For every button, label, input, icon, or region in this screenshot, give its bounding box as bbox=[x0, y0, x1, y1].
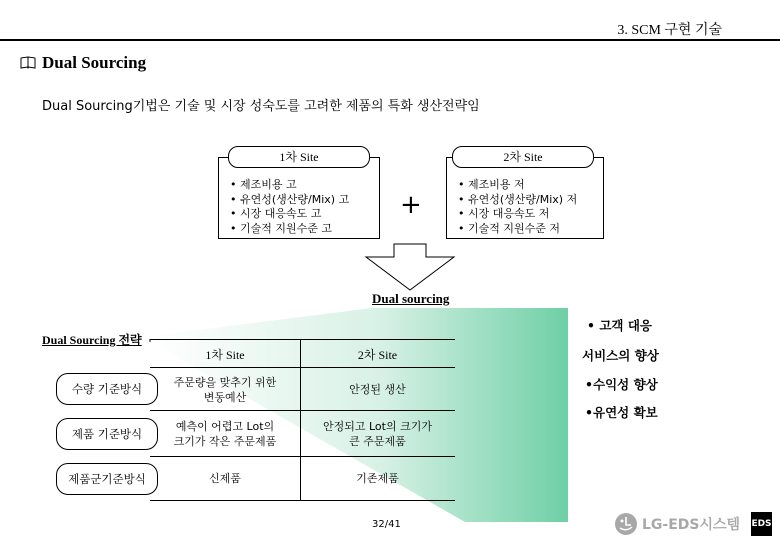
effect-item: 서비스의 향상 bbox=[582, 348, 659, 363]
section-header: 3. SCM 구현 기술 bbox=[617, 23, 722, 38]
effect-item: •유연성 확보 bbox=[585, 405, 658, 420]
cell-line: 안정된 생산 bbox=[349, 383, 406, 396]
effect-item: • 고객 대응 bbox=[587, 318, 652, 333]
table-row-border bbox=[150, 410, 455, 411]
cell-line: 안정되고 Lot의 크기가 bbox=[323, 420, 432, 433]
cell-line: 큰 주문제품 bbox=[349, 435, 406, 448]
cell-line: 예측이 어렵고 Lot의 bbox=[175, 420, 275, 433]
cell-line: 신제품 bbox=[209, 472, 241, 485]
row-label-product-family: 제품군기준방식 bbox=[56, 463, 158, 495]
plus-sign: + bbox=[400, 190, 422, 220]
brand-text: LG-EDS시스템 bbox=[642, 517, 741, 533]
site1-bullet: • 시장 대응속도 고 bbox=[230, 207, 322, 220]
cell-line: 주문량을 맞추기 위한 bbox=[173, 376, 277, 389]
table-cell bbox=[150, 375, 300, 405]
site2-bullet: • 유연성(생산량/Mix) 저 bbox=[458, 192, 578, 206]
site2-bullet: • 시장 대응속도 저 bbox=[458, 207, 550, 220]
title-text: Dual Sourcing bbox=[42, 53, 147, 72]
table-row-border bbox=[150, 456, 455, 457]
cell-line: 변동예산 bbox=[203, 391, 247, 404]
site2-bullet: • 제조비용 저 bbox=[458, 178, 525, 191]
strategy-label: Dual Sourcing 전략 bbox=[42, 333, 142, 347]
site2-bullet: • 기술적 지원수준 저 bbox=[458, 221, 560, 235]
cell-line: 크기가 작은 주문제품 bbox=[173, 435, 277, 448]
table-cell bbox=[150, 471, 300, 486]
eds-badge: EDS bbox=[751, 512, 772, 536]
table-header-border bbox=[150, 367, 455, 368]
table-bottom-border bbox=[150, 500, 455, 501]
row-label-product: 제품 기준방식 bbox=[56, 418, 158, 450]
brand-logo bbox=[614, 511, 774, 537]
cell-line: 기존제품 bbox=[356, 472, 399, 485]
green-fan bbox=[150, 308, 568, 522]
site1-bullet: • 제조비용 고 bbox=[230, 178, 297, 191]
table-header-site1: 1차 Site bbox=[205, 348, 245, 362]
page-number: 32/41 bbox=[372, 519, 401, 530]
site1-bullet: • 기술적 지원수준 고 bbox=[230, 221, 332, 235]
table-cell bbox=[300, 382, 455, 397]
row-label-quantity: 수량 기준방식 bbox=[56, 373, 158, 405]
table-header-site2: 2차 Site bbox=[357, 348, 398, 362]
table-cell bbox=[150, 419, 300, 449]
effect-item: •수익성 향상 bbox=[585, 377, 658, 392]
site1-bullet: • 유연성(생산량/Mix) 고 bbox=[230, 192, 350, 206]
site1-label: 1차 Site bbox=[228, 146, 370, 168]
site2-label: 2차 Site bbox=[452, 146, 594, 168]
down-arrow bbox=[366, 244, 454, 290]
dual-sourcing-label: Dual sourcing bbox=[372, 291, 450, 306]
table-cell bbox=[300, 419, 455, 449]
subtitle: Dual Sourcing기법은 기술 및 시장 성숙도를 고려한 제품의 특화 생산전략임 bbox=[42, 99, 480, 114]
lg-face-icon bbox=[614, 512, 638, 536]
table-cell bbox=[300, 471, 455, 486]
table-top-border bbox=[150, 339, 455, 340]
